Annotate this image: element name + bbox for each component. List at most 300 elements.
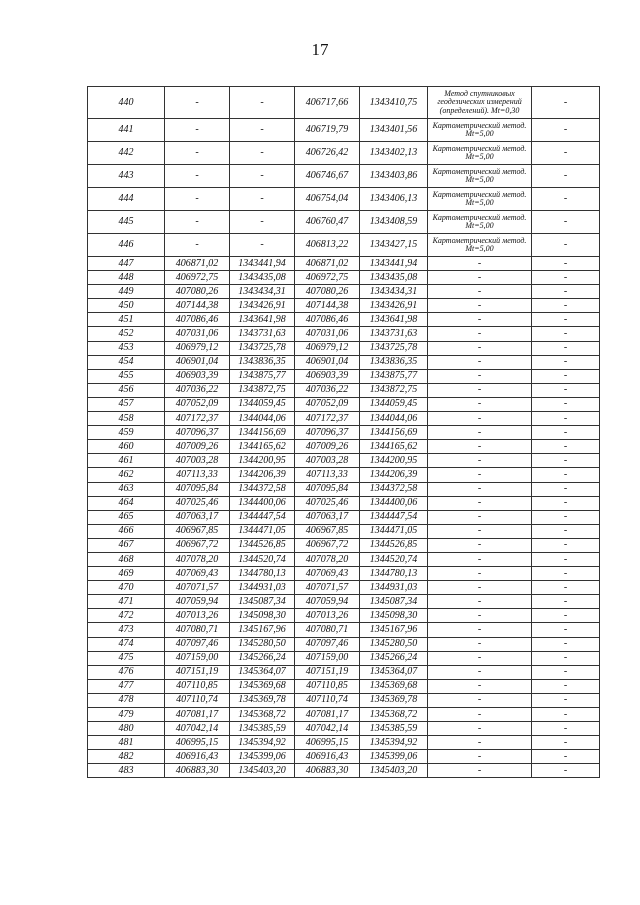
cell-x-existing: 407052,09 [165, 397, 230, 411]
cell-point-number: 456 [88, 383, 165, 397]
cell-y-new: 1345385,59 [360, 722, 428, 736]
cell-x-new: 406754,04 [295, 188, 360, 211]
cell-x-new: 406726,42 [295, 142, 360, 165]
table-row [88, 708, 600, 722]
cell-x-new: 407003,28 [295, 454, 360, 468]
table-row [88, 454, 600, 468]
cell-precision: - [532, 623, 600, 637]
cell-method: - [428, 510, 532, 524]
cell-x-new: 406883,30 [295, 764, 360, 778]
cell-y-existing: - [230, 188, 295, 211]
cell-x-new: 407172,37 [295, 412, 360, 426]
cell-precision: - [532, 211, 600, 234]
cell-x-new: 406967,85 [295, 524, 360, 538]
table-row [88, 496, 600, 510]
cell-method: - [428, 271, 532, 285]
cell-y-new: 1344447,54 [360, 510, 428, 524]
cell-point-number: 466 [88, 524, 165, 538]
cell-method: - [428, 623, 532, 637]
cell-y-new: 1343406,13 [360, 188, 428, 211]
table-row [88, 426, 600, 440]
cell-y-new: 1345266,24 [360, 651, 428, 665]
cell-x-existing: 407159,00 [165, 651, 230, 665]
cell-y-new: 1345399,06 [360, 750, 428, 764]
table-row [88, 412, 600, 426]
cell-precision: - [532, 271, 600, 285]
cell-point-number: 472 [88, 609, 165, 623]
cell-method: - [428, 299, 532, 313]
cell-point-number: 463 [88, 482, 165, 496]
cell-x-new: 407031,06 [295, 327, 360, 341]
cell-method: - [428, 355, 532, 369]
cell-method: - [428, 708, 532, 722]
cell-precision: - [532, 87, 600, 119]
cell-y-existing: 1345368,72 [230, 708, 295, 722]
cell-y-new: 1345098,30 [360, 609, 428, 623]
cell-point-number: 470 [88, 581, 165, 595]
cell-y-new: 1343410,75 [360, 87, 428, 119]
cell-x-new: 407071,57 [295, 581, 360, 595]
cell-x-existing: 406967,85 [165, 524, 230, 538]
cell-x-existing: 407096,37 [165, 426, 230, 440]
cell-y-new: 1343408,59 [360, 211, 428, 234]
cell-y-existing: 1345364,07 [230, 665, 295, 679]
cell-method: - [428, 496, 532, 510]
cell-precision: - [532, 299, 600, 313]
cell-x-new: 407036,22 [295, 383, 360, 397]
cell-y-new: 1343401,56 [360, 119, 428, 142]
cell-y-new: 1345280,50 [360, 637, 428, 651]
cell-precision: - [532, 736, 600, 750]
table-row [88, 397, 600, 411]
table-row [88, 623, 600, 637]
table-row [88, 341, 600, 355]
table-row [88, 440, 600, 454]
table-row [88, 609, 600, 623]
cell-y-new: 1344520,74 [360, 552, 428, 566]
table-row [88, 299, 600, 313]
cell-precision: - [532, 708, 600, 722]
cell-point-number: 468 [88, 552, 165, 566]
cell-point-number: 464 [88, 496, 165, 510]
cell-x-new: 407059,94 [295, 595, 360, 609]
cell-x-new: 407042,14 [295, 722, 360, 736]
cell-precision: - [532, 552, 600, 566]
cell-y-existing: 1344447,54 [230, 510, 295, 524]
cell-method: - [428, 313, 532, 327]
cell-y-existing: 1345087,34 [230, 595, 295, 609]
cell-method: - [428, 609, 532, 623]
table-row [88, 595, 600, 609]
cell-method: - [428, 679, 532, 693]
cell-y-existing: 1344471,05 [230, 524, 295, 538]
cell-x-existing: 407071,57 [165, 581, 230, 595]
cell-x-existing: - [165, 142, 230, 165]
table-row [88, 285, 600, 299]
cell-point-number: 449 [88, 285, 165, 299]
cell-method: - [428, 257, 532, 271]
cell-x-new: 407080,26 [295, 285, 360, 299]
cell-x-existing: - [165, 188, 230, 211]
cell-x-existing: 407110,74 [165, 693, 230, 707]
cell-method: - [428, 397, 532, 411]
cell-x-new: 406995,15 [295, 736, 360, 750]
cell-x-existing: 407110,85 [165, 679, 230, 693]
cell-point-number: 459 [88, 426, 165, 440]
cell-x-existing: 407025,46 [165, 496, 230, 510]
table-row [88, 665, 600, 679]
cell-method: Метод спутниковых геодезических измерений (определений). Mt=0,30 [428, 87, 532, 119]
cell-point-number: 469 [88, 567, 165, 581]
cell-y-existing: 1343836,35 [230, 355, 295, 369]
cell-y-new: 1343641,98 [360, 313, 428, 327]
cell-y-existing: 1343872,75 [230, 383, 295, 397]
cell-y-existing: 1343426,91 [230, 299, 295, 313]
cell-point-number: 471 [88, 595, 165, 609]
cell-precision: - [532, 581, 600, 595]
cell-y-new: 1343872,75 [360, 383, 428, 397]
cell-x-existing: 406903,39 [165, 369, 230, 383]
cell-precision: - [532, 142, 600, 165]
cell-point-number: 458 [88, 412, 165, 426]
table-row [88, 142, 600, 165]
cell-point-number: 482 [88, 750, 165, 764]
cell-point-number: 457 [88, 397, 165, 411]
cell-y-new: 1345369,78 [360, 693, 428, 707]
table-row [88, 355, 600, 369]
cell-y-new: 1343434,31 [360, 285, 428, 299]
cell-point-number: 440 [88, 87, 165, 119]
cell-point-number: 467 [88, 538, 165, 552]
cell-y-new: 1343426,91 [360, 299, 428, 313]
cell-y-existing: 1344206,39 [230, 468, 295, 482]
cell-point-number: 465 [88, 510, 165, 524]
cell-x-new: 406903,39 [295, 369, 360, 383]
cell-method: - [428, 764, 532, 778]
table-row [88, 234, 600, 257]
cell-y-new: 1344526,85 [360, 538, 428, 552]
cell-point-number: 448 [88, 271, 165, 285]
cell-precision: - [532, 722, 600, 736]
cell-y-new: 1344156,69 [360, 426, 428, 440]
table-row [88, 383, 600, 397]
cell-x-existing: 406979,12 [165, 341, 230, 355]
cell-method: - [428, 341, 532, 355]
cell-x-existing: 407031,06 [165, 327, 230, 341]
cell-y-existing: 1343875,77 [230, 369, 295, 383]
table-row [88, 637, 600, 651]
cell-x-existing: 407080,26 [165, 285, 230, 299]
cell-x-existing: - [165, 211, 230, 234]
cell-point-number: 483 [88, 764, 165, 778]
table-row [88, 567, 600, 581]
table-row [88, 552, 600, 566]
cell-point-number: 445 [88, 211, 165, 234]
cell-point-number: 476 [88, 665, 165, 679]
cell-y-existing: 1345266,24 [230, 651, 295, 665]
cell-method: - [428, 538, 532, 552]
cell-point-number: 474 [88, 637, 165, 651]
cell-point-number: 452 [88, 327, 165, 341]
cell-y-new: 1343402,13 [360, 142, 428, 165]
cell-x-existing: - [165, 234, 230, 257]
cell-x-new: 406972,75 [295, 271, 360, 285]
cell-point-number: 461 [88, 454, 165, 468]
table-row [88, 679, 600, 693]
cell-y-new: 1343403,86 [360, 165, 428, 188]
cell-y-existing: 1344059,45 [230, 397, 295, 411]
cell-y-existing: 1343731,63 [230, 327, 295, 341]
cell-point-number: 446 [88, 234, 165, 257]
coordinates-table [87, 86, 600, 778]
cell-y-existing: 1345399,06 [230, 750, 295, 764]
cell-y-existing: 1345385,59 [230, 722, 295, 736]
cell-method: - [428, 412, 532, 426]
table-row [88, 327, 600, 341]
cell-x-existing: 407063,17 [165, 510, 230, 524]
cell-y-new: 1344165,62 [360, 440, 428, 454]
cell-x-existing: 407059,94 [165, 595, 230, 609]
cell-y-existing: 1345369,78 [230, 693, 295, 707]
cell-precision: - [532, 234, 600, 257]
page-number: 17 [311, 40, 329, 59]
cell-precision: - [532, 693, 600, 707]
cell-method: Картометрический метод. Mt=5,00 [428, 165, 532, 188]
cell-y-new: 1344471,05 [360, 524, 428, 538]
cell-x-existing: 407086,46 [165, 313, 230, 327]
cell-y-existing: 1344372,58 [230, 482, 295, 496]
table-row [88, 722, 600, 736]
cell-y-existing: - [230, 165, 295, 188]
cell-y-existing: - [230, 142, 295, 165]
cell-precision: - [532, 355, 600, 369]
cell-precision: - [532, 665, 600, 679]
cell-method: - [428, 581, 532, 595]
cell-x-existing: 407081,17 [165, 708, 230, 722]
cell-x-new: 406871,02 [295, 257, 360, 271]
cell-precision: - [532, 524, 600, 538]
cell-x-existing: 406995,15 [165, 736, 230, 750]
cell-x-existing: 406967,72 [165, 538, 230, 552]
table-row [88, 651, 600, 665]
cell-method: - [428, 426, 532, 440]
cell-y-existing: - [230, 87, 295, 119]
cell-precision: - [532, 285, 600, 299]
cell-method: Картометрический метод. Mt=5,00 [428, 234, 532, 257]
cell-y-existing: 1343435,08 [230, 271, 295, 285]
cell-point-number: 447 [88, 257, 165, 271]
cell-x-new: 407095,84 [295, 482, 360, 496]
cell-x-new: 406916,43 [295, 750, 360, 764]
cell-x-new: 407110,85 [295, 679, 360, 693]
cell-x-new: 407144,38 [295, 299, 360, 313]
cell-method: - [428, 693, 532, 707]
cell-x-new: 406967,72 [295, 538, 360, 552]
cell-y-existing: 1343441,94 [230, 257, 295, 271]
table-row [88, 119, 600, 142]
cell-point-number: 473 [88, 623, 165, 637]
cell-x-new: 406746,67 [295, 165, 360, 188]
cell-y-new: 1344206,39 [360, 468, 428, 482]
cell-x-new: 407159,00 [295, 651, 360, 665]
cell-method: - [428, 567, 532, 581]
cell-y-new: 1344044,06 [360, 412, 428, 426]
cell-method: - [428, 468, 532, 482]
cell-precision: - [532, 327, 600, 341]
cell-x-new: 407078,20 [295, 552, 360, 566]
cell-point-number: 480 [88, 722, 165, 736]
cell-x-existing: - [165, 87, 230, 119]
cell-method: - [428, 327, 532, 341]
cell-x-existing: 407078,20 [165, 552, 230, 566]
cell-method: - [428, 736, 532, 750]
cell-y-new: 1343875,77 [360, 369, 428, 383]
table-row [88, 271, 600, 285]
cell-precision: - [532, 637, 600, 651]
cell-method: - [428, 440, 532, 454]
cell-method: - [428, 454, 532, 468]
cell-x-new: 406813,22 [295, 234, 360, 257]
cell-y-new: 1344059,45 [360, 397, 428, 411]
cell-point-number: 454 [88, 355, 165, 369]
cell-precision: - [532, 651, 600, 665]
cell-method: - [428, 369, 532, 383]
cell-method: - [428, 383, 532, 397]
cell-y-existing: 1343641,98 [230, 313, 295, 327]
cell-y-new: 1344200,95 [360, 454, 428, 468]
cell-x-new: 406901,04 [295, 355, 360, 369]
cell-precision: - [532, 165, 600, 188]
cell-method: - [428, 285, 532, 299]
cell-method: Картометрический метод. Mt=5,00 [428, 119, 532, 142]
cell-x-existing: 407095,84 [165, 482, 230, 496]
cell-x-new: 407151,19 [295, 665, 360, 679]
table-row [88, 524, 600, 538]
cell-x-existing: 406883,30 [165, 764, 230, 778]
cell-precision: - [532, 454, 600, 468]
cell-method: - [428, 665, 532, 679]
cell-y-new: 1345087,34 [360, 595, 428, 609]
cell-x-existing: 407113,33 [165, 468, 230, 482]
cell-y-existing: 1345394,92 [230, 736, 295, 750]
cell-precision: - [532, 567, 600, 581]
cell-y-new: 1343725,78 [360, 341, 428, 355]
cell-y-new: 1343836,35 [360, 355, 428, 369]
table-row [88, 468, 600, 482]
table-row [88, 764, 600, 778]
table-row [88, 482, 600, 496]
cell-precision: - [532, 426, 600, 440]
cell-y-existing: 1344156,69 [230, 426, 295, 440]
cell-x-existing: 407144,38 [165, 299, 230, 313]
cell-x-new: 407110,74 [295, 693, 360, 707]
cell-x-existing: 407013,26 [165, 609, 230, 623]
cell-method: - [428, 482, 532, 496]
cell-point-number: 462 [88, 468, 165, 482]
cell-x-new: 407086,46 [295, 313, 360, 327]
cell-method: Картометрический метод. Mt=5,00 [428, 211, 532, 234]
cell-y-existing: 1345167,96 [230, 623, 295, 637]
cell-x-existing: 407097,46 [165, 637, 230, 651]
cell-y-existing: 1344200,95 [230, 454, 295, 468]
cell-point-number: 481 [88, 736, 165, 750]
cell-precision: - [532, 595, 600, 609]
cell-y-new: 1344780,13 [360, 567, 428, 581]
cell-x-new: 407025,46 [295, 496, 360, 510]
cell-x-existing: 406901,04 [165, 355, 230, 369]
cell-precision: - [532, 188, 600, 211]
cell-precision: - [532, 397, 600, 411]
table-row [88, 510, 600, 524]
cell-x-existing: - [165, 165, 230, 188]
cell-method: Картометрический метод. Mt=5,00 [428, 142, 532, 165]
cell-y-new: 1345364,07 [360, 665, 428, 679]
cell-y-new: 1344931,03 [360, 581, 428, 595]
cell-method: - [428, 637, 532, 651]
cell-y-existing: 1343725,78 [230, 341, 295, 355]
cell-y-existing: 1344526,85 [230, 538, 295, 552]
cell-y-new: 1345167,96 [360, 623, 428, 637]
table-row [88, 581, 600, 595]
cell-y-existing: - [230, 211, 295, 234]
cell-y-existing: 1345369,68 [230, 679, 295, 693]
cell-x-existing: 406871,02 [165, 257, 230, 271]
cell-precision: - [532, 482, 600, 496]
cell-point-number: 478 [88, 693, 165, 707]
table-row [88, 369, 600, 383]
cell-precision: - [532, 313, 600, 327]
cell-y-new: 1345403,20 [360, 764, 428, 778]
table-row [88, 257, 600, 271]
cell-y-existing: - [230, 119, 295, 142]
cell-x-existing: 407069,43 [165, 567, 230, 581]
cell-x-new: 407052,09 [295, 397, 360, 411]
cell-x-existing: 407003,28 [165, 454, 230, 468]
cell-precision: - [532, 440, 600, 454]
cell-method: - [428, 595, 532, 609]
cell-precision: - [532, 510, 600, 524]
cell-y-new: 1343427,15 [360, 234, 428, 257]
cell-x-existing: 407036,22 [165, 383, 230, 397]
cell-x-new: 407113,33 [295, 468, 360, 482]
cell-point-number: 444 [88, 188, 165, 211]
cell-x-existing: 407080,71 [165, 623, 230, 637]
cell-x-new: 406760,47 [295, 211, 360, 234]
cell-point-number: 455 [88, 369, 165, 383]
cell-method: - [428, 722, 532, 736]
cell-x-new: 407069,43 [295, 567, 360, 581]
cell-point-number: 460 [88, 440, 165, 454]
cell-precision: - [532, 609, 600, 623]
cell-point-number: 453 [88, 341, 165, 355]
cell-precision: - [532, 750, 600, 764]
cell-y-new: 1345394,92 [360, 736, 428, 750]
table-row [88, 211, 600, 234]
cell-y-new: 1345368,72 [360, 708, 428, 722]
cell-y-existing: 1345403,20 [230, 764, 295, 778]
cell-y-existing: 1343434,31 [230, 285, 295, 299]
cell-y-existing: 1344044,06 [230, 412, 295, 426]
cell-precision: - [532, 412, 600, 426]
cell-point-number: 475 [88, 651, 165, 665]
cell-x-existing: 407042,14 [165, 722, 230, 736]
cell-x-new: 407009,26 [295, 440, 360, 454]
cell-x-existing: 406916,43 [165, 750, 230, 764]
cell-x-existing: 406972,75 [165, 271, 230, 285]
cell-y-existing: 1344780,13 [230, 567, 295, 581]
table-row [88, 693, 600, 707]
table-row [88, 87, 600, 119]
